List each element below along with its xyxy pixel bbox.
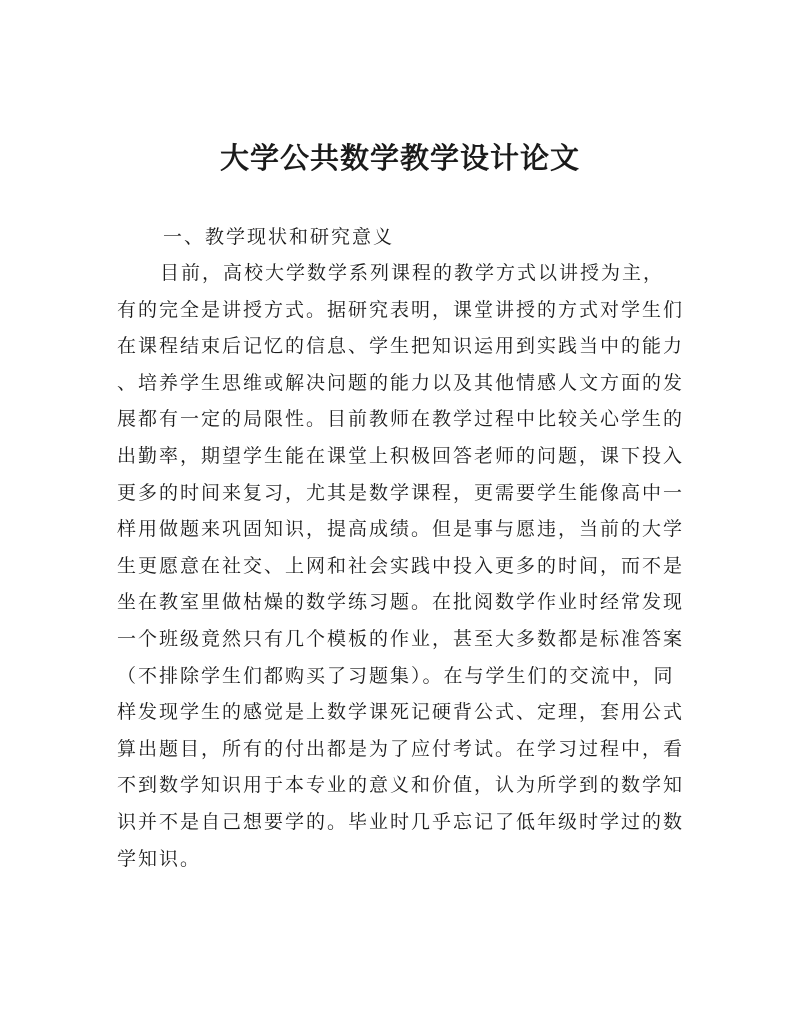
paragraph-line: 目前，高校大学数学系列课程的教学方式以讲授为主， (160, 262, 665, 284)
paragraph-line: 算出题目，所有的付出都是为了应付考试。在学习过程中，看 (117, 737, 685, 760)
paragraph-line: 学知识。 (117, 847, 202, 870)
paragraph-line: （不排除学生们都购买了习题集）。在与学生们的交流中，同 (117, 664, 675, 687)
paragraph-line: 样发现学生的感觉是上数学课死记硬背公式、定理，套用公式 (117, 701, 685, 724)
paragraph-line: 一个班级竟然只有几个模板的作业，甚至大多数都是标准答案 (117, 627, 685, 650)
paragraph-line: 有的完全是讲授方式。据研究表明，课堂讲授的方式对学生们 (117, 298, 685, 321)
paragraph-line: 在课程结束后记忆的信息、学生把知识运用到实践当中的能力 (117, 335, 685, 358)
section-heading: 一、教学现状和研究意义 (163, 226, 395, 248)
paragraph-line: 样用做题来巩固知识，提高成绩。但是事与愿违，当前的大学 (117, 518, 685, 541)
paragraph-line: 生更愿意在社交、上网和社会实践中投入更多的时间，而不是 (117, 554, 685, 577)
paragraph-line: 、培养学生思维或解决问题的能力以及其他情感人文方面的发 (117, 371, 685, 394)
paragraph-line: 展都有一定的局限性。目前教师在教学过程中比较关心学生的 (117, 408, 685, 431)
paragraph-line: 更多的时间来复习，尤其是数学课程，更需要学生能像高中一 (117, 481, 685, 504)
paragraph-line: 识并不是自己想要学的。毕业时几乎忘记了低年级时学过的数 (117, 810, 685, 833)
document-title: 大学公共数学教学设计论文 (219, 141, 580, 175)
paragraph-line: 坐在教室里做枯燥的数学练习题。在批阅数学作业时经常发现 (117, 591, 685, 614)
paragraph (117, 258, 697, 880)
paragraph-line: 出勤率，期望学生能在课堂上积极回答老师的问题，课下投入 (117, 444, 685, 467)
paragraph-line: 不到数学知识用于本专业的意义和价值，认为所学到的数学知 (117, 774, 685, 797)
